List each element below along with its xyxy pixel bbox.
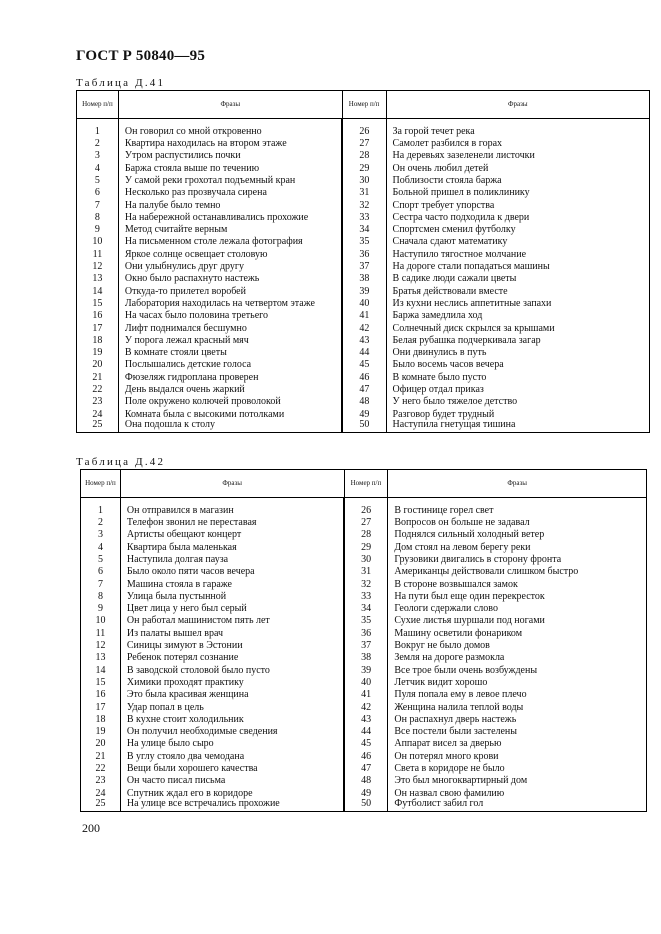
column-header-number: Номер п/п xyxy=(77,91,119,119)
row-number: 34 xyxy=(342,223,386,235)
phrase-text: Квартира была маленькая xyxy=(120,540,344,552)
phrase-text: Разговор будет трудный xyxy=(386,407,649,419)
row-number: 6 xyxy=(81,565,121,577)
table-row xyxy=(81,614,647,626)
table-row xyxy=(77,174,650,186)
phrase-text: Спутник ждал его в коридоре xyxy=(120,786,344,798)
phrase-text: Фюзеляж гидроплана проверен xyxy=(118,370,342,382)
phrase-text: В комнате было пусто xyxy=(386,370,649,382)
column-header-number: Номер п/п xyxy=(81,470,121,498)
row-number: 40 xyxy=(344,676,388,688)
phrase-text: Откуда-то прилетел воробей xyxy=(118,284,342,296)
row-number: 35 xyxy=(344,614,388,626)
row-number: 46 xyxy=(344,749,388,761)
row-number: 13 xyxy=(77,272,119,284)
row-number: 18 xyxy=(81,713,121,725)
document-header: ГОСТ Р 50840—95 xyxy=(76,48,206,64)
row-number: 14 xyxy=(77,284,119,296)
phrase-text: Грузовики двигались в сторону фронта xyxy=(388,553,647,565)
row-number: 41 xyxy=(342,309,386,321)
row-number: 38 xyxy=(344,651,388,663)
row-number: 9 xyxy=(81,602,121,614)
phrase-table-d41 xyxy=(76,90,650,433)
row-number: 42 xyxy=(344,700,388,712)
row-number: 3 xyxy=(77,149,119,161)
table-row xyxy=(77,198,650,210)
phrase-text: Лифт поднимался бесшумно xyxy=(118,321,342,333)
phrase-text: Наступила гнетущая тишина xyxy=(386,420,649,433)
row-number: 21 xyxy=(77,370,119,382)
table-row xyxy=(77,223,650,235)
table-row xyxy=(77,321,650,333)
phrase-text: Квартира находилась на втором этаже xyxy=(118,137,342,149)
table-row xyxy=(81,528,647,540)
phrase-text: Аппарат висел за дверью xyxy=(388,737,647,749)
table-row xyxy=(81,799,647,812)
row-number: 23 xyxy=(81,774,121,786)
phrase-text: Они улыбнулись друг другу xyxy=(118,260,342,272)
table-row xyxy=(81,577,647,589)
table-row xyxy=(77,119,650,137)
row-number: 50 xyxy=(342,420,386,433)
table-row xyxy=(77,260,650,272)
phrase-text: Все трое были очень возбуждены xyxy=(388,663,647,675)
phrase-text: Белая рубашка подчеркивала загар xyxy=(386,334,649,346)
row-number: 16 xyxy=(81,688,121,700)
row-number: 22 xyxy=(81,762,121,774)
phrase-text: В гостинице горел свет xyxy=(388,498,647,516)
row-number: 49 xyxy=(344,786,388,798)
row-number: 26 xyxy=(342,119,386,137)
phrase-text: Пуля попала ему в левое плечо xyxy=(388,688,647,700)
phrase-text: За горой течет река xyxy=(386,119,649,137)
phrase-text: В садике люди сажали цветы xyxy=(386,272,649,284)
row-number: 27 xyxy=(342,137,386,149)
table-caption: Таблица Д.41 xyxy=(76,77,166,89)
phrase-text: Он распахнул дверь настежь xyxy=(388,713,647,725)
row-number: 45 xyxy=(344,737,388,749)
table-row xyxy=(81,516,647,528)
phrase-text: Он часто писал письма xyxy=(120,774,344,786)
row-number: 8 xyxy=(81,590,121,602)
phrase-text: Спортсмен сменил футболку xyxy=(386,223,649,235)
table-row xyxy=(81,713,647,725)
row-number: 17 xyxy=(77,321,119,333)
table-row xyxy=(81,700,647,712)
phrase-text: Он получил необходимые сведения xyxy=(120,725,344,737)
phrase-text: У самой реки грохотал подъемный кран xyxy=(118,174,342,186)
row-number: 5 xyxy=(81,553,121,565)
phrase-text: Яркое солнце освещает столовую xyxy=(118,247,342,259)
phrase-text: Удар попал в цель xyxy=(120,700,344,712)
row-number: 24 xyxy=(77,407,119,419)
phrase-text: Вокруг не было домов xyxy=(388,639,647,651)
row-number: 50 xyxy=(344,799,388,812)
table-caption: Таблица Д.42 xyxy=(76,456,166,468)
phrase-text: Женщина налила теплой воды xyxy=(388,700,647,712)
row-number: 25 xyxy=(81,799,121,812)
row-number: 9 xyxy=(77,223,119,235)
row-number: 44 xyxy=(344,725,388,737)
row-number: 15 xyxy=(77,297,119,309)
row-number: 11 xyxy=(81,626,121,638)
phrase-text: У порога лежал красный мяч xyxy=(118,334,342,346)
table-row xyxy=(77,297,650,309)
phrase-text: Света в коридоре не было xyxy=(388,762,647,774)
row-number: 28 xyxy=(342,149,386,161)
row-number: 32 xyxy=(344,577,388,589)
phrase-text: В стороне возвышался замок xyxy=(388,577,647,589)
table-row xyxy=(81,786,647,798)
phrase-text: Больной пришел в поликлинику xyxy=(386,186,649,198)
row-number: 33 xyxy=(342,211,386,223)
row-number: 44 xyxy=(342,346,386,358)
row-number: 7 xyxy=(81,577,121,589)
table-row xyxy=(77,272,650,284)
table-row xyxy=(77,358,650,370)
row-number: 41 xyxy=(344,688,388,700)
table-row xyxy=(77,149,650,161)
phrase-text: Все постели были застелены xyxy=(388,725,647,737)
row-number: 36 xyxy=(344,626,388,638)
phrase-text: Самолет разбился в горах xyxy=(386,137,649,149)
phrase-text: Сухие листья шуршали под ногами xyxy=(388,614,647,626)
table-row xyxy=(81,676,647,688)
table-row xyxy=(77,211,650,223)
row-number: 14 xyxy=(81,663,121,675)
phrase-text: Земля на дороге размокла xyxy=(388,651,647,663)
table-row xyxy=(81,725,647,737)
phrase-text: Лаборатория находилась на четвертом этаже xyxy=(118,297,342,309)
table-row xyxy=(77,334,650,346)
row-number: 30 xyxy=(344,553,388,565)
column-header-phrases: Фразы xyxy=(120,470,344,498)
phrase-text: Спорт требует упорства xyxy=(386,198,649,210)
phrase-text: Метод считайте верным xyxy=(118,223,342,235)
table-row xyxy=(81,762,647,774)
row-number: 19 xyxy=(77,346,119,358)
phrase-text: У него было тяжелое детство xyxy=(386,395,649,407)
row-number: 2 xyxy=(77,137,119,149)
row-number: 38 xyxy=(342,272,386,284)
phrase-text: Послышались детские голоса xyxy=(118,358,342,370)
phrase-text: Поблизости стояла баржа xyxy=(386,174,649,186)
phrase-text: Сестра часто подходила к двери xyxy=(386,211,649,223)
column-header-number: Номер п/п xyxy=(344,470,388,498)
row-number: 43 xyxy=(342,334,386,346)
phrase-text: На письменном столе лежала фотография xyxy=(118,235,342,247)
phrase-text: Телефон звонил не переставая xyxy=(120,516,344,528)
table-row xyxy=(81,498,647,516)
row-number: 19 xyxy=(81,725,121,737)
row-number: 4 xyxy=(81,540,121,552)
phrase-text: Братья действовали вместе xyxy=(386,284,649,296)
row-number: 7 xyxy=(77,198,119,210)
phrase-text: На улице было сыро xyxy=(120,737,344,749)
table-row xyxy=(77,309,650,321)
row-number: 17 xyxy=(81,700,121,712)
row-number: 10 xyxy=(81,614,121,626)
row-number: 1 xyxy=(77,119,119,137)
table-row xyxy=(81,749,647,761)
row-number: 48 xyxy=(342,395,386,407)
row-number: 20 xyxy=(81,737,121,749)
row-number: 25 xyxy=(77,420,119,433)
table-row xyxy=(81,553,647,565)
phrase-text: Химики проходят практику xyxy=(120,676,344,688)
row-number: 21 xyxy=(81,749,121,761)
column-header-phrases: Фразы xyxy=(386,91,649,119)
column-header-phrases: Фразы xyxy=(388,470,647,498)
phrase-text: На пути был еще один перекресток xyxy=(388,590,647,602)
phrase-text: Ребенок потерял сознание xyxy=(120,651,344,663)
phrase-text: Это был многоквартирный дом xyxy=(388,774,647,786)
phrase-text: На часах было половина третьего xyxy=(118,309,342,321)
row-number: 18 xyxy=(77,334,119,346)
phrase-text: Она подошла к столу xyxy=(118,420,342,433)
phrase-text: Баржа стояла выше по течению xyxy=(118,161,342,173)
phrase-text: День выдался очень жаркий xyxy=(118,383,342,395)
row-number: 34 xyxy=(344,602,388,614)
phrase-text: Поднялся сильный холодный ветер xyxy=(388,528,647,540)
table-row xyxy=(77,186,650,198)
table-row xyxy=(81,540,647,552)
table-row xyxy=(81,688,647,700)
row-number: 4 xyxy=(77,161,119,173)
row-number: 24 xyxy=(81,786,121,798)
row-number: 13 xyxy=(81,651,121,663)
phrase-text: Офицер отдал приказ xyxy=(386,383,649,395)
row-number: 48 xyxy=(344,774,388,786)
row-number: 37 xyxy=(342,260,386,272)
row-number: 26 xyxy=(344,498,388,516)
phrase-text: Машина стояла в гараже xyxy=(120,577,344,589)
phrase-text: Было около пяти часов вечера xyxy=(120,565,344,577)
row-number: 20 xyxy=(77,358,119,370)
table-row xyxy=(81,774,647,786)
row-number: 16 xyxy=(77,309,119,321)
table-row xyxy=(81,602,647,614)
phrase-text: В кухне стоит холодильник xyxy=(120,713,344,725)
row-number: 8 xyxy=(77,211,119,223)
phrase-text: Артисты обещают концерт xyxy=(120,528,344,540)
row-number: 11 xyxy=(77,247,119,259)
row-number: 3 xyxy=(81,528,121,540)
phrase-text: Он говорил со мной откровенно xyxy=(118,119,342,137)
row-number: 5 xyxy=(77,174,119,186)
table-row xyxy=(81,639,647,651)
phrase-text: На набережной останавливались прохожие xyxy=(118,211,342,223)
phrase-text: Улица была пустынной xyxy=(120,590,344,602)
row-number: 36 xyxy=(342,247,386,259)
phrase-text: Комната была с высокими потолками xyxy=(118,407,342,419)
phrase-text: На дороге стали попадаться машины xyxy=(386,260,649,272)
phrase-text: Утром распустились почки xyxy=(118,149,342,161)
row-number: 47 xyxy=(344,762,388,774)
table-row xyxy=(81,663,647,675)
phrase-text: Поле окружено колючей проволокой xyxy=(118,395,342,407)
phrase-text: Несколько раз прозвучала сирена xyxy=(118,186,342,198)
row-number: 29 xyxy=(344,540,388,552)
phrase-text: Американцы действовали слишком быстро xyxy=(388,565,647,577)
row-number: 23 xyxy=(77,395,119,407)
row-number: 1 xyxy=(81,498,121,516)
table-row xyxy=(81,626,647,638)
row-number: 12 xyxy=(81,639,121,651)
table-row xyxy=(77,161,650,173)
phrase-text: Он потерял много крови xyxy=(388,749,647,761)
row-number: 32 xyxy=(342,198,386,210)
phrase-text: Окно было распахнуто настежь xyxy=(118,272,342,284)
phrase-text: В заводской столовой было пусто xyxy=(120,663,344,675)
row-number: 10 xyxy=(77,235,119,247)
phrase-text: Вещи были хорошего качества xyxy=(120,762,344,774)
phrase-text: Было восемь часов вечера xyxy=(386,358,649,370)
column-header-phrases: Фразы xyxy=(118,91,342,119)
row-number: 15 xyxy=(81,676,121,688)
row-number: 42 xyxy=(342,321,386,333)
phrase-table-d42 xyxy=(80,469,647,812)
row-number: 22 xyxy=(77,383,119,395)
page-number: 200 xyxy=(82,821,100,835)
phrase-text: Из палаты вышел врач xyxy=(120,626,344,638)
phrase-text: Геологи сдержали слово xyxy=(388,602,647,614)
phrase-text: Они двинулись в путь xyxy=(386,346,649,358)
row-number: 31 xyxy=(344,565,388,577)
table-row xyxy=(81,737,647,749)
row-number: 39 xyxy=(344,663,388,675)
phrase-text: Сначала сдают математику xyxy=(386,235,649,247)
phrase-text: В комнате стояли цветы xyxy=(118,346,342,358)
phrase-text: Наступила долгая пауза xyxy=(120,553,344,565)
row-number: 28 xyxy=(344,528,388,540)
table-row xyxy=(77,383,650,395)
row-number: 35 xyxy=(342,235,386,247)
table-row xyxy=(77,247,650,259)
table-row xyxy=(77,137,650,149)
row-number: 46 xyxy=(342,370,386,382)
table-row xyxy=(77,346,650,358)
column-header-number: Номер п/п xyxy=(342,91,386,119)
table-row xyxy=(81,590,647,602)
table-row xyxy=(77,395,650,407)
table-row xyxy=(81,651,647,663)
row-number: 47 xyxy=(342,383,386,395)
phrase-text: Он назвал свою фамилию xyxy=(388,786,647,798)
phrase-text: Баржа замедлила ход xyxy=(386,309,649,321)
row-number: 31 xyxy=(342,186,386,198)
phrase-text: Синицы зимуют в Эстонии xyxy=(120,639,344,651)
phrase-text: На улице все встречались прохожие xyxy=(120,799,344,812)
row-number: 45 xyxy=(342,358,386,370)
row-number: 33 xyxy=(344,590,388,602)
table-row xyxy=(77,284,650,296)
phrase-text: Летчик видит хорошо xyxy=(388,676,647,688)
phrase-text: Дом стоял на левом берегу реки xyxy=(388,540,647,552)
row-number: 29 xyxy=(342,161,386,173)
phrase-text: Машину осветили фонариком xyxy=(388,626,647,638)
phrase-text: Вопросов он больше не задавал xyxy=(388,516,647,528)
phrase-text: Он отправился в магазин xyxy=(120,498,344,516)
phrase-text: Он работал машинистом пять лет xyxy=(120,614,344,626)
row-number: 43 xyxy=(344,713,388,725)
phrase-text: Футболист забил гол xyxy=(388,799,647,812)
phrase-text: Он очень любил детей xyxy=(386,161,649,173)
phrase-text: Цвет лица у него был серый xyxy=(120,602,344,614)
phrase-text: В углу стояло два чемодана xyxy=(120,749,344,761)
table-row xyxy=(77,235,650,247)
row-number: 2 xyxy=(81,516,121,528)
row-number: 39 xyxy=(342,284,386,296)
row-number: 12 xyxy=(77,260,119,272)
row-number: 27 xyxy=(344,516,388,528)
table-row xyxy=(77,407,650,419)
phrase-text: Из кухни неслись аппетитные запахи xyxy=(386,297,649,309)
row-number: 6 xyxy=(77,186,119,198)
table-row xyxy=(77,420,650,433)
table-row xyxy=(77,370,650,382)
row-number: 40 xyxy=(342,297,386,309)
phrase-text: На палубе было темно xyxy=(118,198,342,210)
phrase-text: Это была красивая женщина xyxy=(120,688,344,700)
row-number: 37 xyxy=(344,639,388,651)
phrase-text: На деревьях зазеленели листочки xyxy=(386,149,649,161)
row-number: 30 xyxy=(342,174,386,186)
phrase-text: Солнечный диск скрылся за крышами xyxy=(386,321,649,333)
row-number: 49 xyxy=(342,407,386,419)
phrase-text: Наступило тягостное молчание xyxy=(386,247,649,259)
table-row xyxy=(81,565,647,577)
